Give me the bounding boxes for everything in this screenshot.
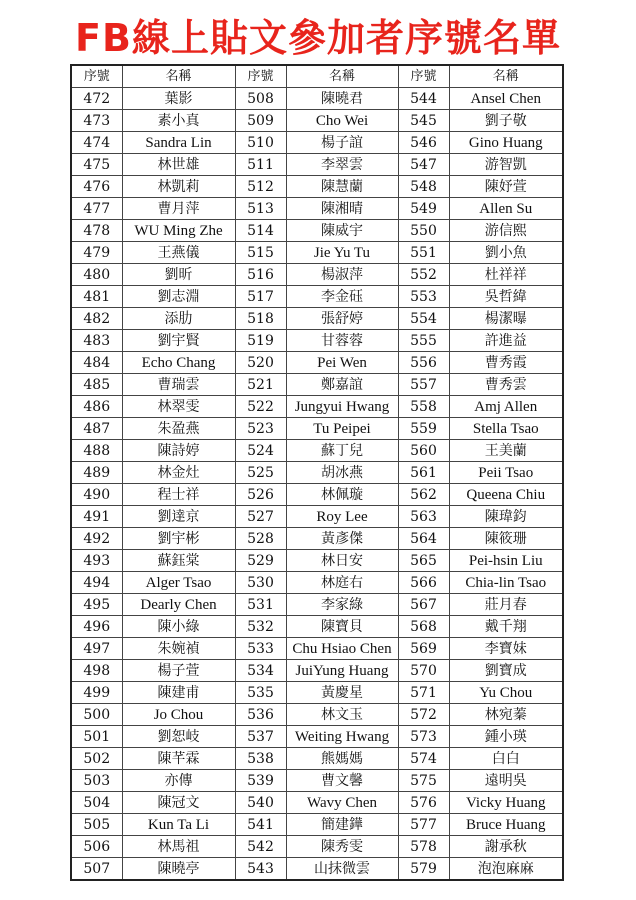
participant-name-cell: 陳瑋鈞 — [449, 506, 563, 528]
column-header-number: 序號 — [398, 65, 449, 88]
table-row — [71, 440, 563, 462]
serial-number-cell: 521 — [235, 374, 286, 396]
table-row — [71, 286, 563, 308]
serial-number-cell: 502 — [71, 748, 122, 770]
serial-number-cell: 543 — [235, 858, 286, 881]
participant-rows — [71, 88, 563, 881]
serial-number-cell: 504 — [71, 792, 122, 814]
participant-name-cell: Bruce Huang — [449, 814, 563, 836]
serial-number-cell: 547 — [398, 154, 449, 176]
participant-name-cell: 張舒婷 — [286, 308, 398, 330]
table-row — [71, 176, 563, 198]
serial-number-cell: 567 — [398, 594, 449, 616]
serial-number-cell: 508 — [235, 88, 286, 110]
participant-name-cell: 曹瑞雲 — [122, 374, 235, 396]
serial-number-cell: 566 — [398, 572, 449, 594]
serial-number-cell: 509 — [235, 110, 286, 132]
participant-name-cell: 曹秀霞 — [449, 352, 563, 374]
participant-name-cell: Vicky Huang — [449, 792, 563, 814]
serial-number-cell: 486 — [71, 396, 122, 418]
participant-name-cell: Weiting Hwang — [286, 726, 398, 748]
column-header-number: 序號 — [71, 65, 122, 88]
serial-number-cell: 576 — [398, 792, 449, 814]
serial-number-cell: 560 — [398, 440, 449, 462]
participant-name-cell: 程士祥 — [122, 484, 235, 506]
serial-number-cell: 575 — [398, 770, 449, 792]
serial-number-cell: 487 — [71, 418, 122, 440]
serial-number-cell: 556 — [398, 352, 449, 374]
participant-name-cell: Sandra Lin — [122, 132, 235, 154]
participant-name-cell: 劉達京 — [122, 506, 235, 528]
participant-name-cell: 亦傳 — [122, 770, 235, 792]
participant-name-cell: Chu Hsiao Chen — [286, 638, 398, 660]
participant-name-cell: 蘇丁兒 — [286, 440, 398, 462]
participant-name-cell: 黃彥傑 — [286, 528, 398, 550]
table-row — [71, 396, 563, 418]
serial-number-cell: 524 — [235, 440, 286, 462]
participant-name-cell: 熊媽媽 — [286, 748, 398, 770]
participant-name-cell: 莊月春 — [449, 594, 563, 616]
participant-name-cell: 李寶妹 — [449, 638, 563, 660]
table-row — [71, 484, 563, 506]
serial-number-cell: 477 — [71, 198, 122, 220]
serial-number-cell: 489 — [71, 462, 122, 484]
serial-number-cell: 485 — [71, 374, 122, 396]
table-row — [71, 748, 563, 770]
serial-number-cell: 559 — [398, 418, 449, 440]
serial-number-cell: 538 — [235, 748, 286, 770]
serial-number-cell: 564 — [398, 528, 449, 550]
serial-number-cell: 517 — [235, 286, 286, 308]
participant-name-cell: 泡泡麻麻 — [449, 858, 563, 881]
table-row — [71, 220, 563, 242]
participant-name-cell: 陳曉君 — [286, 88, 398, 110]
participant-name-cell: Peii Tsao — [449, 462, 563, 484]
participant-name-cell: 甘蓉蓉 — [286, 330, 398, 352]
serial-number-cell: 510 — [235, 132, 286, 154]
serial-number-cell: 478 — [71, 220, 122, 242]
serial-number-cell: 514 — [235, 220, 286, 242]
table-row — [71, 330, 563, 352]
participant-name-cell: 吳哲緯 — [449, 286, 563, 308]
participant-name-cell: 劉寶成 — [449, 660, 563, 682]
participant-name-cell: 陳筱珊 — [449, 528, 563, 550]
participant-name-cell: 陳妤萱 — [449, 176, 563, 198]
participant-name-cell: 陳威宇 — [286, 220, 398, 242]
serial-number-cell: 546 — [398, 132, 449, 154]
participant-name-cell: Jungyui Hwang — [286, 396, 398, 418]
serial-number-cell: 515 — [235, 242, 286, 264]
serial-number-cell: 505 — [71, 814, 122, 836]
serial-number-cell: 551 — [398, 242, 449, 264]
table-row — [71, 638, 563, 660]
serial-number-cell: 535 — [235, 682, 286, 704]
participant-name-cell: 王燕儀 — [122, 242, 235, 264]
header-row — [71, 65, 563, 88]
serial-number-cell: 495 — [71, 594, 122, 616]
serial-number-cell: 475 — [71, 154, 122, 176]
serial-number-cell: 579 — [398, 858, 449, 881]
serial-number-cell: 473 — [71, 110, 122, 132]
participant-name-cell: 鄭嘉誼 — [286, 374, 398, 396]
participant-name-cell: 許進益 — [449, 330, 563, 352]
participant-name-cell: 劉恕岐 — [122, 726, 235, 748]
column-header-name: 名稱 — [286, 65, 398, 88]
serial-number-cell: 491 — [71, 506, 122, 528]
serial-number-cell: 529 — [235, 550, 286, 572]
table-row — [71, 858, 563, 881]
participant-name-cell: Kun Ta Li — [122, 814, 235, 836]
serial-number-cell: 528 — [235, 528, 286, 550]
participant-name-cell: 林馬祖 — [122, 836, 235, 858]
table-row — [71, 704, 563, 726]
participant-name-cell: 林翠雯 — [122, 396, 235, 418]
serial-number-cell: 532 — [235, 616, 286, 638]
table-row — [71, 242, 563, 264]
serial-number-cell: 578 — [398, 836, 449, 858]
serial-number-cell: 472 — [71, 88, 122, 110]
table-row — [71, 154, 563, 176]
participant-name-cell: Yu Chou — [449, 682, 563, 704]
participant-name-cell: 黃慶星 — [286, 682, 398, 704]
serial-number-cell: 531 — [235, 594, 286, 616]
serial-number-cell: 522 — [235, 396, 286, 418]
table-row — [71, 550, 563, 572]
participant-name-cell: WU Ming Zhe — [122, 220, 235, 242]
participant-name-cell: 簡建鏵 — [286, 814, 398, 836]
participant-name-cell: 陳冠文 — [122, 792, 235, 814]
table-row — [71, 110, 563, 132]
serial-number-cell: 534 — [235, 660, 286, 682]
participant-name-cell: Pei-hsin Liu — [449, 550, 563, 572]
serial-number-cell: 523 — [235, 418, 286, 440]
serial-number-cell: 544 — [398, 88, 449, 110]
table-row — [71, 682, 563, 704]
serial-number-cell: 557 — [398, 374, 449, 396]
participant-name-cell: 陳秀雯 — [286, 836, 398, 858]
participant-name-cell: 劉子敬 — [449, 110, 563, 132]
participant-name-cell: 林宛蓁 — [449, 704, 563, 726]
participant-name-cell: Allen Su — [449, 198, 563, 220]
participant-name-cell: 陳建甫 — [122, 682, 235, 704]
participant-name-cell: 林庭右 — [286, 572, 398, 594]
serial-number-cell: 571 — [398, 682, 449, 704]
serial-number-cell: 506 — [71, 836, 122, 858]
participant-name-cell: 曹月萍 — [122, 198, 235, 220]
participant-name-cell: 林佩璇 — [286, 484, 398, 506]
column-header-name: 名稱 — [122, 65, 235, 88]
serial-number-cell: 516 — [235, 264, 286, 286]
participant-name-cell: 林文玉 — [286, 704, 398, 726]
table-row — [71, 528, 563, 550]
serial-number-cell: 512 — [235, 176, 286, 198]
participant-name-cell: 楊淑萍 — [286, 264, 398, 286]
serial-number-cell: 553 — [398, 286, 449, 308]
participant-name-cell: Queena Chiu — [449, 484, 563, 506]
participant-name-cell: 添肋 — [122, 308, 235, 330]
participant-name-cell: Jo Chou — [122, 704, 235, 726]
serial-number-cell: 526 — [235, 484, 286, 506]
table-row — [71, 308, 563, 330]
participant-name-cell: 林凱莉 — [122, 176, 235, 198]
serial-number-cell: 501 — [71, 726, 122, 748]
serial-number-cell: 476 — [71, 176, 122, 198]
participant-name-cell: Wavy Chen — [286, 792, 398, 814]
serial-number-cell: 527 — [235, 506, 286, 528]
serial-number-cell: 539 — [235, 770, 286, 792]
participant-name-cell: 楊潔曝 — [449, 308, 563, 330]
serial-number-cell: 519 — [235, 330, 286, 352]
participant-name-cell: Ansel Chen — [449, 88, 563, 110]
serial-number-cell: 558 — [398, 396, 449, 418]
participant-name-cell: 林世雄 — [122, 154, 235, 176]
participant-name-cell: 陳湘晴 — [286, 198, 398, 220]
participant-name-cell: 陳慧蘭 — [286, 176, 398, 198]
serial-number-cell: 525 — [235, 462, 286, 484]
serial-number-cell: 490 — [71, 484, 122, 506]
table-row — [71, 770, 563, 792]
participant-name-cell: 朱盈燕 — [122, 418, 235, 440]
participant-name-cell: 楊子萱 — [122, 660, 235, 682]
serial-number-cell: 496 — [71, 616, 122, 638]
serial-number-cell: 550 — [398, 220, 449, 242]
serial-number-cell: 555 — [398, 330, 449, 352]
participant-name-cell: 陳芊霖 — [122, 748, 235, 770]
participant-name-cell: 陳小綠 — [122, 616, 235, 638]
participant-name-cell: 戴千翔 — [449, 616, 563, 638]
participant-name-cell: JuiYung Huang — [286, 660, 398, 682]
table-row — [71, 462, 563, 484]
participant-name-cell: 楊子誼 — [286, 132, 398, 154]
serial-number-cell: 537 — [235, 726, 286, 748]
serial-number-cell: 513 — [235, 198, 286, 220]
participant-name-cell: Dearly Chen — [122, 594, 235, 616]
serial-number-cell: 498 — [71, 660, 122, 682]
table-row — [71, 88, 563, 110]
serial-number-cell: 549 — [398, 198, 449, 220]
serial-number-cell: 536 — [235, 704, 286, 726]
serial-number-cell: 479 — [71, 242, 122, 264]
table-row — [71, 616, 563, 638]
serial-number-cell: 569 — [398, 638, 449, 660]
serial-number-cell: 520 — [235, 352, 286, 374]
serial-number-cell: 518 — [235, 308, 286, 330]
participant-name-cell: 劉宇賢 — [122, 330, 235, 352]
participant-table — [70, 64, 564, 881]
serial-number-cell: 570 — [398, 660, 449, 682]
participant-name-cell: 游智凱 — [449, 154, 563, 176]
participant-name-cell: Cho Wei — [286, 110, 398, 132]
serial-number-cell: 488 — [71, 440, 122, 462]
table-row — [71, 836, 563, 858]
participant-name-cell: 林日安 — [286, 550, 398, 572]
table-row — [71, 264, 563, 286]
participant-name-cell: 李金砡 — [286, 286, 398, 308]
serial-number-cell: 542 — [235, 836, 286, 858]
table-row — [71, 374, 563, 396]
participant-name-cell: 葉影 — [122, 88, 235, 110]
serial-number-cell: 541 — [235, 814, 286, 836]
participant-name-cell: 游信熙 — [449, 220, 563, 242]
column-header-number: 序號 — [235, 65, 286, 88]
participant-name-cell: Tu Peipei — [286, 418, 398, 440]
participant-name-cell: 山抹微雲 — [286, 858, 398, 881]
serial-number-cell: 533 — [235, 638, 286, 660]
participant-name-cell: 陳曉亭 — [122, 858, 235, 881]
participant-name-cell: Amj Allen — [449, 396, 563, 418]
table-row — [71, 506, 563, 528]
table-row — [71, 198, 563, 220]
participant-name-cell: Roy Lee — [286, 506, 398, 528]
page-title: FB線上貼文參加者序號名單 — [75, 16, 561, 60]
participant-name-cell: 劉志淵 — [122, 286, 235, 308]
participant-name-cell: 胡冰燕 — [286, 462, 398, 484]
serial-number-cell: 480 — [71, 264, 122, 286]
participant-name-cell: 李家綠 — [286, 594, 398, 616]
serial-number-cell: 499 — [71, 682, 122, 704]
participant-name-cell: 朱婉禎 — [122, 638, 235, 660]
serial-number-cell: 511 — [235, 154, 286, 176]
participant-name-cell: 杜祥祥 — [449, 264, 563, 286]
serial-number-cell: 481 — [71, 286, 122, 308]
serial-number-cell: 548 — [398, 176, 449, 198]
participant-name-cell: 劉昕 — [122, 264, 235, 286]
serial-number-cell: 483 — [71, 330, 122, 352]
serial-number-cell: 530 — [235, 572, 286, 594]
serial-number-cell: 500 — [71, 704, 122, 726]
participant-name-cell: 曹文馨 — [286, 770, 398, 792]
serial-number-cell: 552 — [398, 264, 449, 286]
table-row — [71, 352, 563, 374]
participant-name-cell: Jie Yu Tu — [286, 242, 398, 264]
participant-name-cell: 王美蘭 — [449, 440, 563, 462]
participant-name-cell: 劉宇彬 — [122, 528, 235, 550]
table-row — [71, 594, 563, 616]
participant-name-cell: 謝承秋 — [449, 836, 563, 858]
serial-number-cell: 493 — [71, 550, 122, 572]
table-row — [71, 660, 563, 682]
participant-name-cell: Chia-lin Tsao — [449, 572, 563, 594]
serial-number-cell: 572 — [398, 704, 449, 726]
serial-number-cell: 503 — [71, 770, 122, 792]
serial-number-cell: 494 — [71, 572, 122, 594]
participant-name-cell: 劉小魚 — [449, 242, 563, 264]
participant-name-cell: 素小真 — [122, 110, 235, 132]
serial-number-cell: 577 — [398, 814, 449, 836]
serial-number-cell: 492 — [71, 528, 122, 550]
serial-number-cell: 554 — [398, 308, 449, 330]
serial-number-cell: 565 — [398, 550, 449, 572]
serial-number-cell: 497 — [71, 638, 122, 660]
participant-name-cell: Echo Chang — [122, 352, 235, 374]
table-row — [71, 572, 563, 594]
participant-name-cell: 李翠雲 — [286, 154, 398, 176]
serial-number-cell: 507 — [71, 858, 122, 881]
serial-number-cell: 474 — [71, 132, 122, 154]
serial-number-cell: 540 — [235, 792, 286, 814]
participant-name-cell: 白白 — [449, 748, 563, 770]
participant-name-cell: Pei Wen — [286, 352, 398, 374]
serial-number-cell: 568 — [398, 616, 449, 638]
participant-name-cell: 蘇鈺棠 — [122, 550, 235, 572]
table-row — [71, 418, 563, 440]
participant-name-cell: 鍾小瑛 — [449, 726, 563, 748]
serial-number-cell: 482 — [71, 308, 122, 330]
participant-name-cell: 遠明吳 — [449, 770, 563, 792]
participant-name-cell: Gino Huang — [449, 132, 563, 154]
serial-number-cell: 574 — [398, 748, 449, 770]
table-row — [71, 814, 563, 836]
serial-number-cell: 545 — [398, 110, 449, 132]
participant-name-cell: 曹秀雲 — [449, 374, 563, 396]
column-header-name: 名稱 — [449, 65, 563, 88]
participant-name-cell: Alger Tsao — [122, 572, 235, 594]
serial-number-cell: 561 — [398, 462, 449, 484]
table-row — [71, 792, 563, 814]
serial-number-cell: 573 — [398, 726, 449, 748]
participant-name-cell: 陳寶貝 — [286, 616, 398, 638]
participant-name-cell: 陳詩婷 — [122, 440, 235, 462]
serial-number-cell: 484 — [71, 352, 122, 374]
participant-name-cell: Stella Tsao — [449, 418, 563, 440]
serial-number-cell: 563 — [398, 506, 449, 528]
serial-number-cell: 562 — [398, 484, 449, 506]
participant-name-cell: 林金灶 — [122, 462, 235, 484]
table-row — [71, 132, 563, 154]
table-row — [71, 726, 563, 748]
